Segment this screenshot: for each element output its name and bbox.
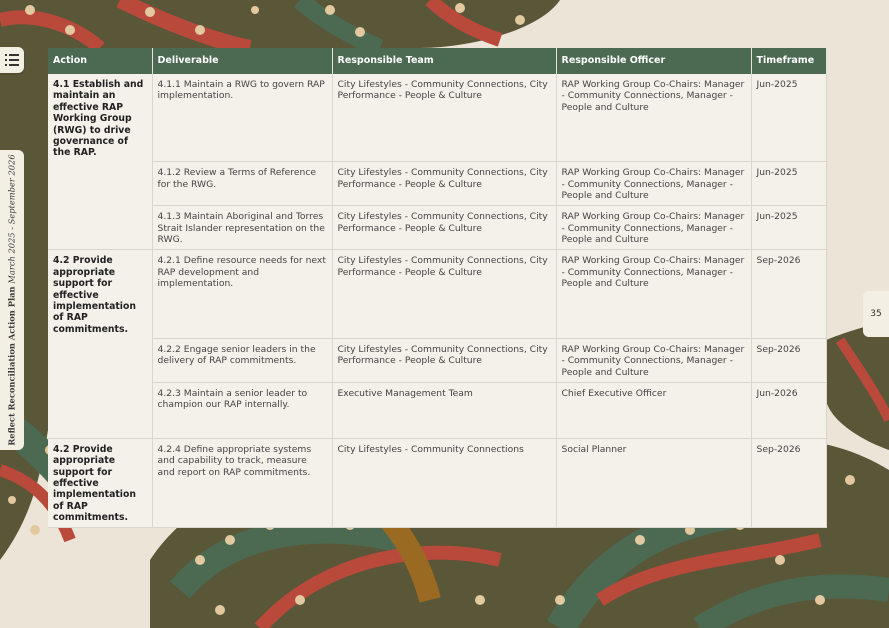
- table-row: [48, 250, 826, 338]
- menu-icon: [5, 54, 19, 66]
- timeframe-cell: Jun-2025: [751, 206, 826, 250]
- deliverable-cell: 4.2.2 Engage senior leaders in the delivery of RAP commitments.: [152, 338, 332, 382]
- officer-cell: RAP Working Group Co-Chairs: Manager - Community Connections, Manager - People and Culture: [556, 250, 751, 338]
- action-cell: [48, 382, 152, 438]
- action-cell: [48, 338, 152, 382]
- table-row: [48, 74, 826, 162]
- deliverable-cell: 4.1.1 Maintain a RWG to govern RAP implementation.: [152, 74, 332, 162]
- side-label: [7, 154, 17, 445]
- team-cell: City Lifestyles - Community Connections, City Performance - People & Culture: [332, 162, 556, 206]
- table-row: [48, 338, 826, 382]
- team-cell: Executive Management Team: [332, 382, 556, 438]
- officer-cell: RAP Working Group Co-Chairs: Manager - Community Connections, Manager - People and Culture: [556, 338, 751, 382]
- table-header-row: [48, 48, 826, 74]
- table-row: [48, 438, 826, 527]
- menu-button[interactable]: [0, 47, 24, 73]
- header-action: Action: [48, 48, 152, 74]
- timeframe-cell: Jun-2025: [751, 162, 826, 206]
- header-team: Responsible Team: [332, 48, 556, 74]
- header-officer: Responsible Officer: [556, 48, 751, 74]
- action-cell: [48, 162, 152, 206]
- deliverable-cell: 4.1.2 Review a Terms of Reference for the RWG.: [152, 162, 332, 206]
- deliverable-cell: 4.1.3 Maintain Aboriginal and Torres Strait Islander representation on the RWG.: [152, 206, 332, 250]
- deliverable-cell: 4.2.4 Define appropriate systems and capability to track, measure and report on RAP commitments.: [152, 438, 332, 527]
- page-number: 35: [863, 291, 889, 337]
- officer-cell: RAP Working Group Co-Chairs: Manager - Community Connections, Manager - People and Culture: [556, 162, 751, 206]
- officer-cell: RAP Working Group Co-Chairs: Manager - Community Connections, Manager - People and Culture: [556, 206, 751, 250]
- table-row: [48, 206, 826, 250]
- header-timeframe: Timeframe: [751, 48, 826, 74]
- timeframe-cell: Sep-2026: [751, 338, 826, 382]
- officer-cell: RAP Working Group Co-Chairs: Manager - Community Connections, Manager - People and Culture: [556, 74, 751, 162]
- side-label-tab: [0, 150, 24, 450]
- action-cell: [48, 206, 152, 250]
- officer-cell: Social Planner: [556, 438, 751, 527]
- deliverable-cell: 4.2.3 Maintain a senior leader to champion our RAP internally.: [152, 382, 332, 438]
- team-cell: City Lifestyles - Community Connections, City Performance - People & Culture: [332, 250, 556, 338]
- table-row: [48, 382, 826, 438]
- team-cell: City Lifestyles - Community Connections, City Performance - People & Culture: [332, 206, 556, 250]
- officer-cell: Chief Executive Officer: [556, 382, 751, 438]
- action-cell: 4.1 Establish and maintain an effective RAP Working Group (RWG) to drive governance of the RAP.: [48, 74, 152, 162]
- side-label-title: Reflect Reconciliation Action Plan: [7, 286, 17, 446]
- rap-table: [48, 48, 827, 528]
- team-cell: City Lifestyles - Community Connections, City Performance - People & Culture: [332, 338, 556, 382]
- team-cell: City Lifestyles - Community Connections: [332, 438, 556, 527]
- deliverable-cell: 4.2.1 Define resource needs for next RAP development and implementation.: [152, 250, 332, 338]
- side-label-dates: March 2025 - September 2026: [7, 154, 17, 284]
- action-cell: 4.2 Provide appropriate support for effective implementation of RAP commitments.: [48, 250, 152, 338]
- header-deliverable: Deliverable: [152, 48, 332, 74]
- team-cell: City Lifestyles - Community Connections, City Performance - People & Culture: [332, 74, 556, 162]
- table-row: [48, 162, 826, 206]
- timeframe-cell: Sep-2026: [751, 438, 826, 527]
- timeframe-cell: Jun-2025: [751, 74, 826, 162]
- timeframe-cell: Jun-2026: [751, 382, 826, 438]
- timeframe-cell: Sep-2026: [751, 250, 826, 338]
- action-cell: 4.2 Provide appropriate support for effective implementation of RAP commitments.: [48, 438, 152, 527]
